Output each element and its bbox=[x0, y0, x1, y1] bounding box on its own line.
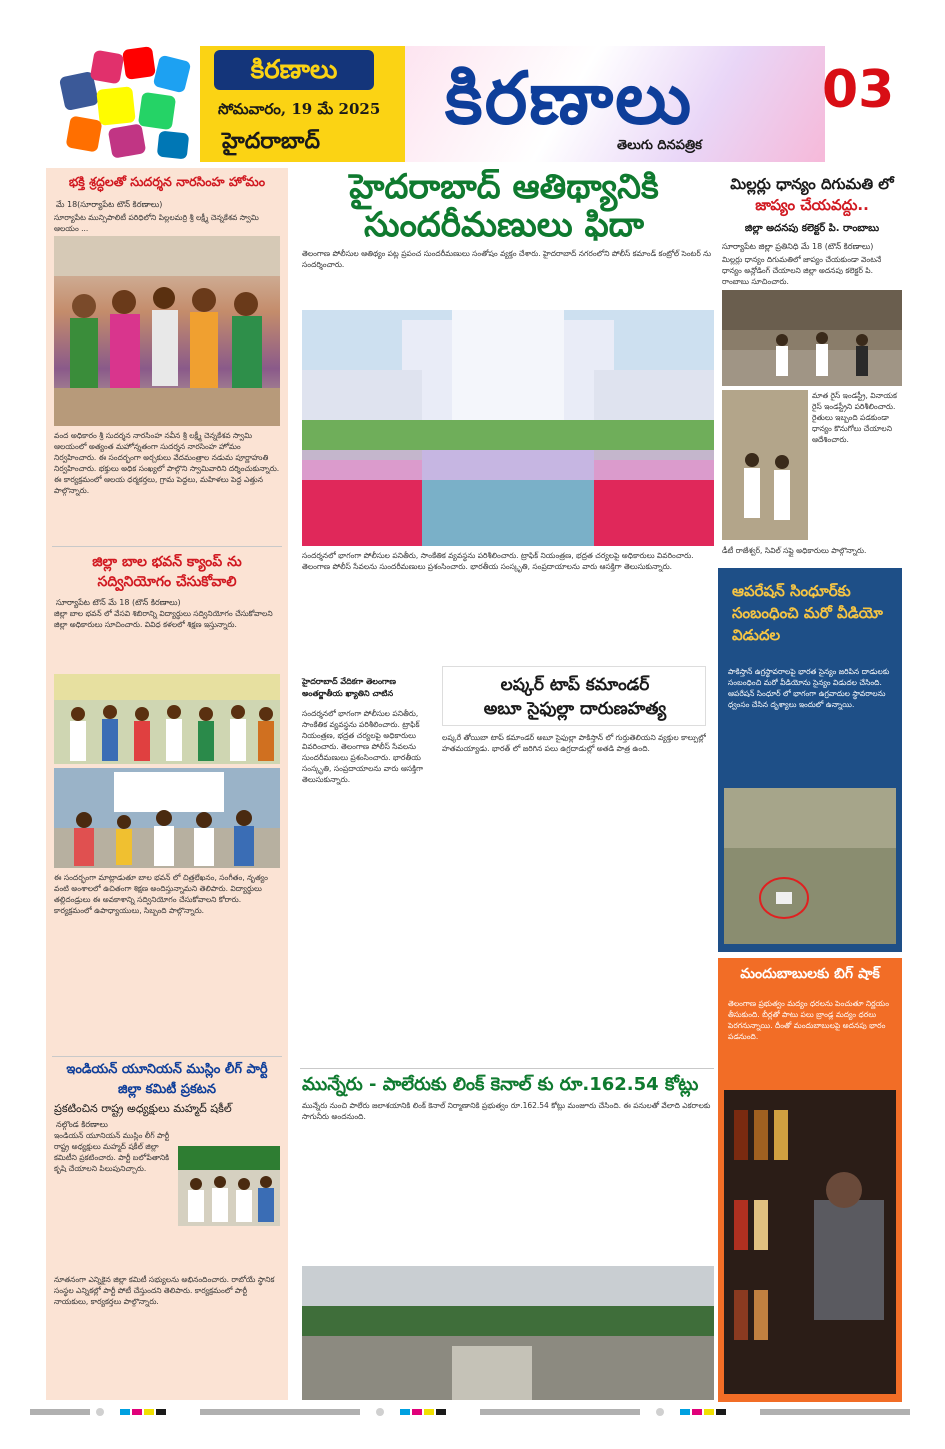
operation-body: పాకిస్తాన్ ఉగ్రస్థావరాలపై భారత సైన్యం జరిపిన దాడులకు సంబంధించి మరో వీడియోను సైన్యం విడుదల చేసింది. ఆపరేషన్ సింధూర్ లో భాగంగా ఉగ్రవాదుల స్థావరాలను ధ్వంసం చేసిన దృశ్యాలు ఇందులో ఉన్నాయి. bbox=[728, 667, 890, 709]
miller-byline: జిల్లా అదనపు కలెక్టర్ పి. రాంబాబు bbox=[744, 223, 880, 234]
masthead-title: కిరణాలు bbox=[445, 56, 694, 140]
miller-photo-1 bbox=[722, 290, 902, 386]
story-balabhavan-body: ఈ సందర్భంగా మాట్లాడుతూ బాల భవన్ లో చిత్రలేఖనం, సంగీతం, నృత్యం వంటి అంశాలలో ఉచితంగా శిక్షణ అందిస్తున్నామని తెలిపారు. విద్యార్థులు తల్లిదండ్రులు ఈ అవకాశాన్ని సద్వినియోగం చేసుకోవాలని కోరారు. కార్యక్రమంలో ఉపాధ్యాయులు, సిబ్బంది పాల్గొన్నారు. bbox=[54, 873, 268, 915]
canal-photo bbox=[302, 1266, 714, 1400]
story-balabhavan-dateline: సూర్యాపేట టౌన్ మే 18 (టౌన్ కిరణాలు) bbox=[56, 598, 181, 607]
lashkar-body: లష్కరే తోయిబా టాప్ కమాండర్ అబూ సైఫుల్లా పాకిస్తాన్ లో గుర్తుతెలియని వ్యక్తుల కాల్పుల్లో హతమయ్యాడు. భారత్ లో జరిగిన పలు ఉగ్రదాడుల్లో అతడి పాత్ర ఉంది. bbox=[442, 733, 706, 753]
page-number: 03 bbox=[822, 60, 895, 120]
liquor-body: తెలంగాణ ప్రభుత్వం మద్యం ధరలను పెంచుతూ నిర్ణయం తీసుకుంది. బీర్లతో పాటు పలు బ్రాండ్ల మద్యం ధరలు పెరగనున్నాయి. దీంతో మందుబాబులపై అదనపు భారం పడనుంది. bbox=[728, 999, 890, 1041]
miller-body: మాత రైస్ ఇండస్ట్రీ, వినాయక రైస్ ఇండస్ట్రీని పరిశీలించారు. రైతులు ఇబ్బంది పడకుండా ధాన్యం కొనుగోలు చేయాలని ఆదేశించారు. bbox=[812, 391, 897, 444]
miller-photo-2 bbox=[722, 390, 808, 540]
sub-story-body: సందర్శనలో భాగంగా పోలీసుల పనితీరు, సాంకేతిక వ్యవస్థను పరిశీలించారు. ట్రాఫిక్ నియంత్రణ, భద్రత చర్యలపై అధికారులు వివరించారు. తెలంగాణ పోలీస్ సేవలను సుందరీమణులు ప్రశంసించారు. భారతీయ సంస్కృతి, సంప్రదాయాలను వారు ఆసక్తిగా తెలుసుకున్నారు. bbox=[302, 709, 423, 784]
iuml-photo bbox=[178, 1146, 280, 1226]
story-homam-dateline: మే 18(సూర్యాపేట టౌన్ కిరణాలు) bbox=[56, 200, 163, 209]
story-iuml-subtitle: ప్రకటించిన రాష్ట్ర అధ్యక్షులు మహ్మద్ షకీల్ bbox=[54, 1102, 232, 1115]
canal-headline: మున్నేరు - పాలేరుకు లింక్ కెనాల్ కు రూ.162.54 కోట్లు bbox=[302, 1074, 699, 1095]
left-column bbox=[46, 168, 288, 1400]
social-media-cubes-image bbox=[58, 44, 200, 160]
issue-date: సోమవారం, 19 మే 2025 bbox=[218, 100, 381, 118]
operation-sindoor-box bbox=[718, 568, 902, 952]
lead-body: సందర్శనలో భాగంగా పోలీసుల పనితీరు, సాంకేతిక వ్యవస్థను పరిశీలించారు. ట్రాఫిక్ నియంత్రణ, భద్రత చర్యలపై అధికారులు వివరించారు. తెలంగాణ పోలీస్ సేవలను సుందరీమణులు ప్రశంసించారు. భారతీయ సంస్కృతి, సంప్రదాయాలను వారు ఆసక్తిగా తెలుసుకున్నారు. bbox=[302, 551, 694, 571]
divider bbox=[300, 1068, 714, 1069]
lashkar-headline-box: లష్కర్ టాప్ కమాండర్ అబూ సైఫుల్లా దారుణహత్య bbox=[442, 666, 706, 726]
miller-intro: మిల్లర్లు ధాన్యం దిగుమతిలో జాప్యం చేయకుండా వెంటనే ధాన్యం అన్లోడింగ్ చేయాలని జిల్లా అదనపు కలెక్టర్ పి. రాంబాబు సూచించారు. bbox=[722, 255, 882, 286]
homam-photo bbox=[54, 236, 280, 426]
liquor-box bbox=[718, 958, 902, 1402]
masthead-tagline: తెలుగు దినపత్రిక bbox=[617, 138, 702, 153]
edition-city: హైదరాబాద్ bbox=[222, 128, 320, 154]
header-date-panel bbox=[200, 46, 405, 162]
divider bbox=[52, 1056, 282, 1057]
balabhavan-photo-2 bbox=[54, 768, 280, 868]
lead-photo-building bbox=[302, 310, 714, 546]
balabhavan-photo-1 bbox=[54, 674, 280, 764]
operation-photo bbox=[724, 788, 896, 944]
print-registration-bar bbox=[0, 1404, 945, 1418]
masthead-panel bbox=[405, 46, 825, 162]
story-homam-intro: సూర్యాపేట మున్సిపాలిటీ పరిధిలోని పిల్లలమర్రి శ్రీ లక్ష్మీ చెన్నకేశవ స్వామి ఆలయం ... bbox=[54, 213, 259, 233]
story-balabhavan-title: జిల్లా బాల భవన్ క్యాంప్ ను సద్వినియోగం చేసుకోవాలి bbox=[92, 554, 242, 590]
story-homam-title: భక్తి శ్రద్ధలతో సుదర్శన నారసింహ హోమం bbox=[68, 174, 266, 189]
miller-dateline: సూర్యాపేట జిల్లా ప్రతినిధి మే 18 (టౌన్ కిరణాలు) bbox=[722, 242, 874, 251]
story-iuml-title: ఇండియన్ యూనియన్ ముస్లిం లీగ్ పార్టీ జిల్లా కమిటీ ప్రకటన bbox=[66, 1062, 268, 1097]
operation-headline: ఆపరేషన్ సింధూర్‌కు సంబంధించి మరో వీడియో విడుదల bbox=[732, 582, 883, 644]
small-logo: కిరణాలు bbox=[214, 50, 374, 90]
miller-caption: డీటీ రాజేశ్వర్, సివిల్ సప్లై అధికారులు పాల్గొన్నారు. bbox=[722, 546, 867, 555]
canal-body: మున్నేరు నుంచి పాలేరు జలాశయానికి లింక్ కెనాల్ నిర్మాణానికి ప్రభుత్వం రూ.162.54 కోట్లు మంజూరు చేసింది. ఈ పనులతో వేలాది ఎకరాలకు సాగునీరు అందనుంది. bbox=[302, 1101, 711, 1121]
lead-intro: తెలంగాణ పోలీసుల ఆతిథ్యం పట్ల ప్రపంచ సుందరీమణులు సంతోషం వ్యక్తం చేశారు. హైదరాబాద్ నగరంలోని పోలీస్ కమాండ్ కంట్రోల్ సెంటర్ ను సందర్శించారు. bbox=[302, 249, 712, 269]
story-balabhavan-intro: జిల్లా బాల భవన్ లో వేసవి శిబిరాన్ని విద్యార్థులు సద్వినియోగం చేసుకోవాలని జిల్లా అధికారులు సూచించారు. వివిధ కళలలో శిక్షణ ఇస్తున్నారు. bbox=[54, 609, 273, 629]
story-iuml-dateline: నల్గొండ కిరణాలు bbox=[56, 1120, 108, 1129]
story-iuml-body: నూతనంగా ఎన్నికైన జిల్లా కమిటీ సభ్యులను అభినందించారు. రాబోయే స్థానిక సంస్థల ఎన్నికల్లో పార్టీ పోటీ చేస్తుందని తెలిపారు. కార్యక్రమంలో పార్టీ నాయకులు, కార్యకర్తలు పాల్గొన్నారు. bbox=[54, 1275, 275, 1306]
lead-headline: హైదరాబాద్ ఆతిథ్యానికి సుందరీమణులు ఫిదా bbox=[349, 167, 659, 245]
liquor-photo bbox=[724, 1090, 896, 1394]
sub-headline: హైదరాబాద్ వేదికగా తెలంగాణ అంతర్జాతీయ ఖ్యాతిని చాటిన bbox=[302, 677, 397, 698]
story-homam-body: వంద అధికారం శ్రీ సుదర్శన నారసింహ నవీన శ్రీ లక్ష్మీ చెన్నకేశవ స్వామి ఆలయంలో అత్యంత మహోన్నతంగా సుదర్శన నారసింహ హోమం నిర్వహించారు. ఈ సందర్భంగా అర్చకులు వేదమంత్రాల నడుమ పూర్ణాహుతి నిర్వహించారు. భక్తులు అధిక సంఖ్యలో పాల్గొని స్వామివారిని దర్శించుకున్నారు. ఈ కార్యక్రమంలో ఆలయ ధర్మకర్తలు, గ్రామ పెద్దలు, మహిళలు పెద్ద ఎత్తున పాల్గొన్నారు. bbox=[54, 431, 280, 495]
story-iuml-intro: ఇండియన్ యూనియన్ ముస్లిం లీగ్ పార్టీ రాష్ట్ర అధ్యక్షులు మహ్మద్ షకీల్ జిల్లా కమిటీని ప్రకటించారు. పార్టీ బలోపేతానికి కృషి చేయాలని పిలుపునిచ్చారు. bbox=[54, 1131, 170, 1173]
liquor-headline: మందుబాబులకు బిగ్ షాక్ bbox=[740, 966, 880, 982]
miller-headline: మిల్లర్లు ధాన్యం దిగుమతి లో జాప్యం చేయవద్దు.. bbox=[730, 175, 894, 214]
divider bbox=[52, 546, 282, 547]
